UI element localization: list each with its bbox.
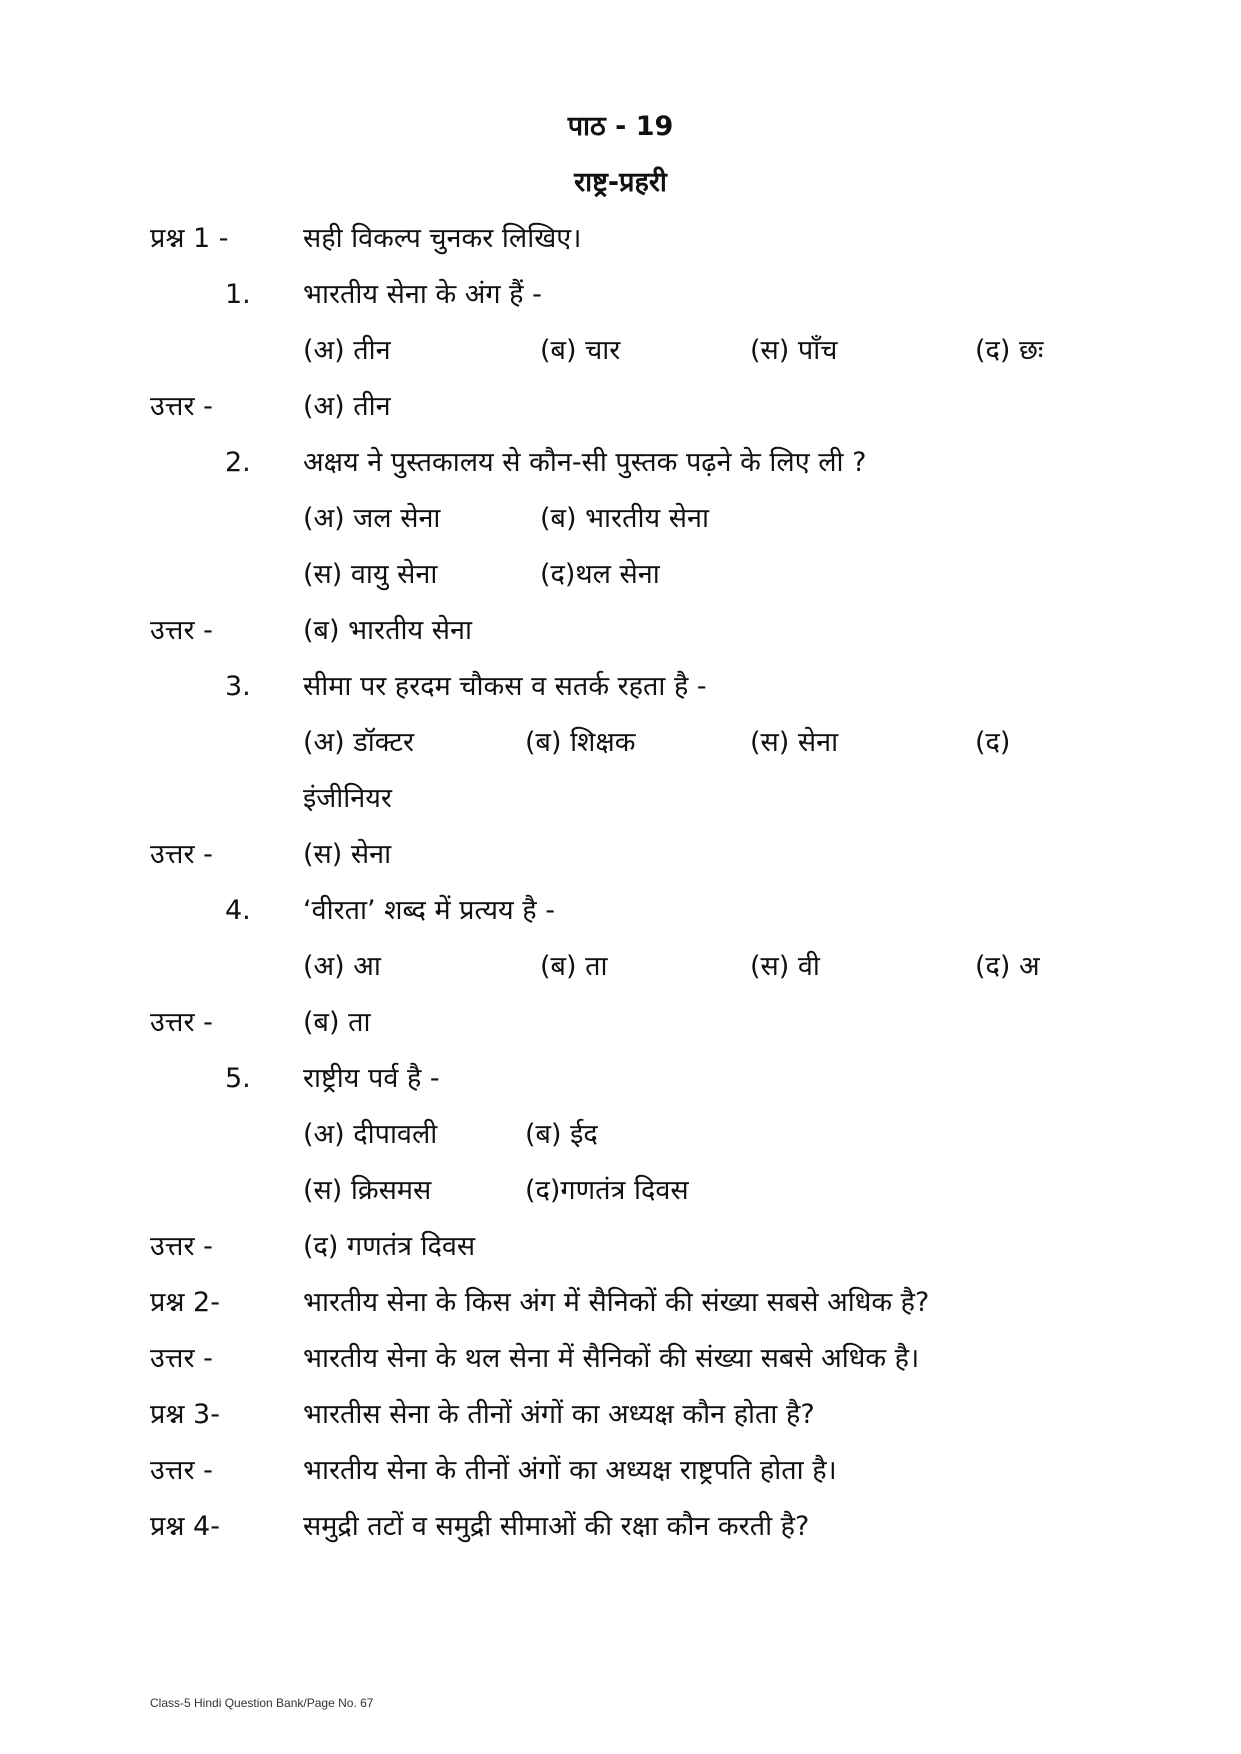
mcq-question: राष्ट्रीय पर्व है - [303, 1063, 440, 1094]
question-text: भारतीस सेना के तीनों अंगों का अध्यक्ष कौन होता है? [303, 1399, 815, 1430]
mcq-4-options-row [0, 946, 1241, 988]
answer-label: उत्तर - [150, 839, 213, 870]
mcq-question: ‘वीरता’ शब्द में प्रत्यय है - [303, 895, 555, 926]
mcq-5-question-row [0, 1058, 1241, 1100]
mcq-option: (द)गणतंत्र दिवस [525, 1175, 689, 1206]
answer-label: उत्तर - [150, 1231, 213, 1262]
mcq-option: (अ) तीन [303, 335, 391, 366]
mcq-4-answer-row [0, 1002, 1241, 1044]
mcq-option: (ब) ईद [525, 1119, 598, 1150]
answer-label: उत्तर - [150, 1455, 213, 1486]
mcq-2-question-row [0, 442, 1241, 484]
mcq-3-answer-row [0, 834, 1241, 876]
question-text: समुद्री तटों व समुद्री सीमाओं की रक्षा कौन करती है? [303, 1511, 810, 1542]
question-label: प्रश्न 1 - [150, 223, 229, 254]
answer-3-row [0, 1450, 1241, 1492]
mcq-option: (ब) चार [540, 335, 621, 366]
mcq-option: (स) सेना [750, 727, 839, 758]
mcq-option: (स) वायु सेना [303, 559, 438, 590]
question-2-row [0, 1282, 1241, 1324]
mcq-question: सीमा पर हरदम चौकस व सतर्क रहता है - [303, 671, 707, 702]
mcq-number: 5. [225, 1063, 251, 1094]
answer-label: उत्तर - [150, 391, 213, 422]
mcq-1-answer-row [0, 386, 1241, 428]
mcq-option: (द)थल सेना [540, 559, 660, 590]
answer-text: भारतीय सेना के तीनों अंगों का अध्यक्ष राष्ट्रपति होता है। [303, 1455, 837, 1486]
mcq-option: (अ) आ [303, 951, 381, 982]
mcq-5-options-row-1 [0, 1114, 1241, 1156]
mcq-1-options-row [0, 330, 1241, 372]
question-instruction: सही विकल्प चुनकर लिखिए। [303, 223, 582, 254]
mcq-option: (स) क्रिसमस [303, 1175, 432, 1206]
mcq-answer: (द) गणतंत्र दिवस [303, 1231, 476, 1262]
mcq-1-question-row [0, 274, 1241, 316]
mcq-option: (अ) जल सेना [303, 503, 441, 534]
mcq-answer: (ब) ता [303, 1007, 371, 1038]
lesson-number: पाठ - 19 [567, 111, 674, 142]
question-1-row [0, 218, 1241, 260]
mcq-answer: (स) सेना [303, 839, 392, 870]
mcq-5-options-row-2 [0, 1170, 1241, 1212]
mcq-3-question-row [0, 666, 1241, 708]
mcq-question: अक्षय ने पुस्तकालय से कौन-सी पुस्तक पढ़ने के लिए ली ? [303, 447, 867, 478]
mcq-option: (ब) शिक्षक [525, 727, 636, 758]
page-footer: Class-5 Hindi Question Bank/Page No. 67 [150, 1696, 374, 1710]
answer-text: भारतीय सेना के थल सेना में सैनिकों की संख्या सबसे अधिक है। [303, 1343, 920, 1374]
mcq-5-answer-row [0, 1226, 1241, 1268]
answer-label: उत्तर - [150, 615, 213, 646]
question-label: प्रश्न 4- [150, 1511, 220, 1542]
mcq-option: (स) पाँच [750, 335, 838, 366]
mcq-option: (ब) भारतीय सेना [540, 503, 709, 534]
question-text: भारतीय सेना के किस अंग में सैनिकों की संख्या सबसे अधिक है? [303, 1287, 930, 1318]
mcq-option: (द) अ [975, 951, 1040, 982]
mcq-4-question-row [0, 890, 1241, 932]
mcq-number: 4. [225, 895, 251, 926]
mcq-answer: (ब) भारतीय सेना [303, 615, 472, 646]
mcq-number: 1. [225, 279, 251, 310]
question-label: प्रश्न 3- [150, 1399, 220, 1430]
mcq-number: 3. [225, 671, 251, 702]
question-3-row [0, 1394, 1241, 1436]
answer-label: उत्तर - [150, 1343, 213, 1374]
mcq-question: भारतीय सेना के अंग हैं - [303, 279, 542, 310]
answer-2-row [0, 1338, 1241, 1380]
mcq-2-options-row-1 [0, 498, 1241, 540]
mcq-option: (अ) डॉक्टर [303, 727, 415, 758]
mcq-option: (द) छः [975, 335, 1044, 366]
mcq-answer: (अ) तीन [303, 391, 391, 422]
mcq-2-answer-row [0, 610, 1241, 652]
mcq-option: (ब) ता [540, 951, 608, 982]
question-4-row [0, 1506, 1241, 1548]
mcq-3-options-continuation [0, 778, 1241, 820]
mcq-option: (अ) दीपावली [303, 1119, 438, 1150]
mcq-number: 2. [225, 447, 251, 478]
mcq-2-options-row-2 [0, 554, 1241, 596]
mcq-option: (द) [975, 727, 1011, 758]
mcq-3-options-row [0, 722, 1241, 764]
mcq-option: (स) वी [750, 951, 820, 982]
answer-label: उत्तर - [150, 1007, 213, 1038]
mcq-option-continuation: इंजीनियर [303, 783, 392, 814]
lesson-title: राष्ट्र-प्रहरी [574, 167, 667, 198]
question-label: प्रश्न 2- [150, 1287, 220, 1318]
